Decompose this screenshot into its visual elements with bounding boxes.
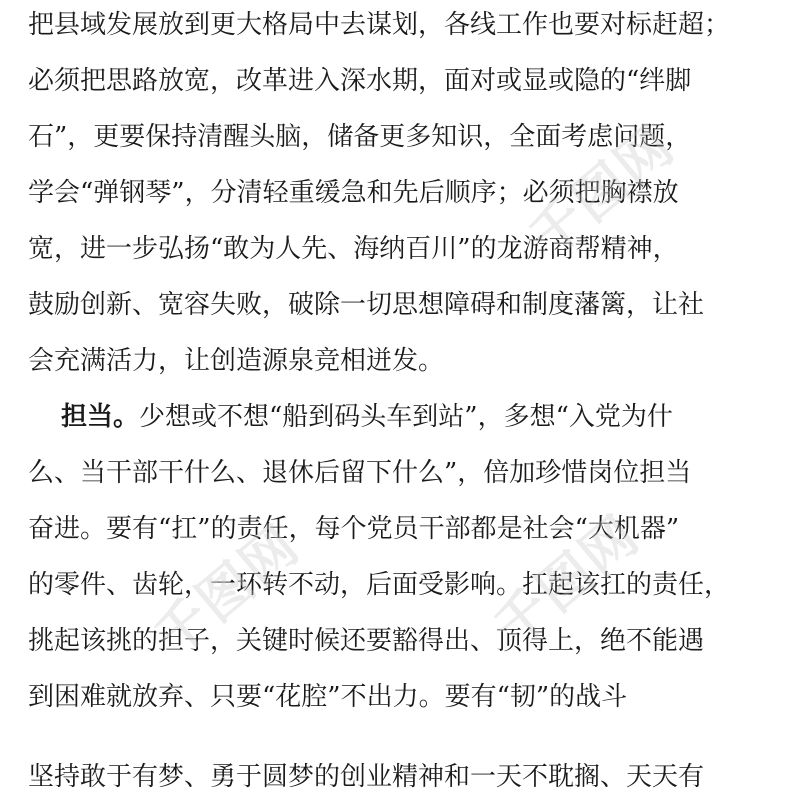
section-heading: 担当。 [61, 402, 140, 432]
watermark: 千图网 [516, 113, 687, 270]
text-line: 宽，进一步弘扬“敢为人先、海纳百川”的龙游商帮精神， [28, 234, 679, 264]
text-line: 必须把思路放宽，改革进入深水期，面对或显或隐的“绊脚 [28, 66, 692, 96]
watermark: 千图网 [141, 513, 312, 670]
text-line: 少想或不想“船到码头车到站”，多想“入党为什 [139, 402, 673, 432]
text-line: 奋进。要有“扛”的责任，每个党员干部都是社会“大机器” [28, 514, 680, 544]
text-line: 坚持敢于有梦、勇于圆梦的创业精神和一天不耽搁、天天有 [28, 762, 705, 792]
paragraph-start-line [28, 400, 778, 434]
text-line: 么、当干部干什么、退休后留下什么”，倍加珍惜岗位担当 [28, 458, 692, 488]
watermark: 千图网 [481, 503, 652, 660]
text-line: 到困难就放弃、只要“花腔”不出力。要有“韧”的战斗 [28, 682, 628, 712]
text-line: 的零件、齿轮，一环转不动，后面受影响。扛起该扛的责任， [28, 570, 731, 600]
text-line: 鼓励创新、宽容失败，破除一切思想障碍和制度藩篱，让社 [28, 290, 705, 320]
text-line: 挑起该挑的担子，关键时候还要豁得出、顶得上，绝不能遇 [28, 626, 705, 656]
text-line: 学会“弹钢琴”，分清轻重缓急和先后顺序；必须把胸襟放 [28, 178, 679, 208]
text-line: 会充满活力，让创造源泉竞相迸发。 [28, 346, 445, 376]
text-line: 把县域发展放到更大格局中去谋划，各线工作也要对标赶超； [28, 10, 731, 40]
text-line: 石”，更要保持清醒头脑，储备更多知识，全面考虑问题， [28, 122, 692, 152]
